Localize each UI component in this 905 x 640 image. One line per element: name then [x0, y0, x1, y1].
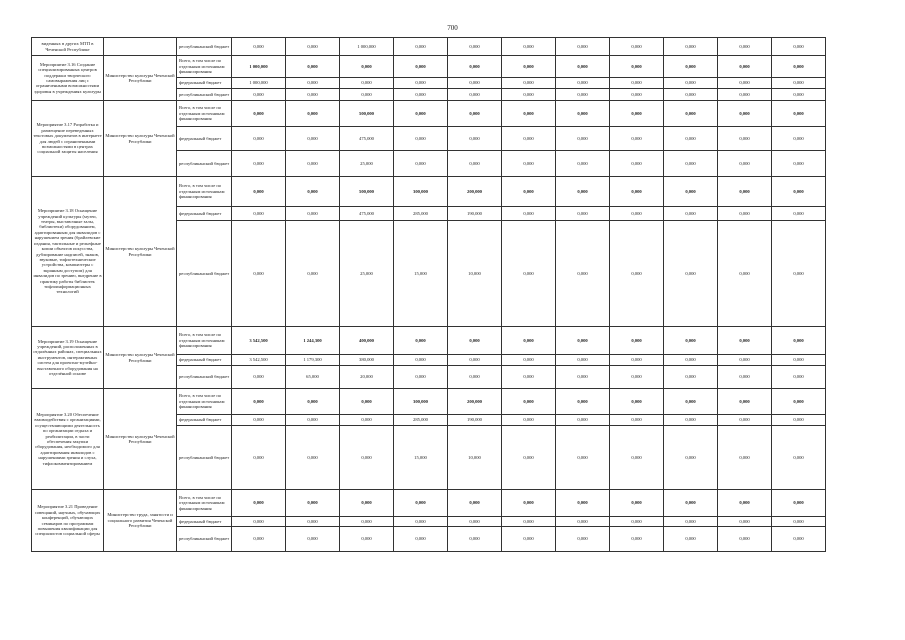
- page-number: 700: [447, 24, 458, 32]
- value-cell: 0,000: [340, 415, 394, 426]
- value-cell: 0,000: [394, 527, 448, 552]
- value-cell: 0,000: [448, 366, 502, 389]
- value-cell: 300,000: [394, 177, 448, 207]
- value-cell: 0,000: [718, 426, 772, 490]
- value-cell: 0,000: [502, 527, 556, 552]
- value-cell: 0,000: [772, 56, 826, 78]
- table-row: [32, 177, 826, 207]
- value-cell: 0,000: [502, 177, 556, 207]
- value-cell: 0,000: [232, 101, 286, 127]
- value-cell: 0,000: [394, 366, 448, 389]
- value-cell: 0,000: [718, 127, 772, 151]
- value-cell: 0,000: [718, 177, 772, 207]
- value-cell: 0,000: [718, 151, 772, 177]
- value-cell: 0,000: [286, 177, 340, 207]
- value-cell: 0,000: [286, 56, 340, 78]
- value-cell: 10,000: [448, 221, 502, 327]
- executor: Министерство культуры Чеченской Республики: [104, 327, 177, 389]
- value-cell: 0,000: [610, 415, 664, 426]
- value-cell: 0,000: [718, 89, 772, 101]
- value-cell: 0,000: [772, 207, 826, 221]
- value-cell: 0,000: [556, 38, 610, 56]
- value-cell: 0,000: [448, 517, 502, 527]
- value-cell: 190,000: [448, 207, 502, 221]
- value-cell: 0,000: [664, 89, 718, 101]
- funding-source: республиканский бюджет: [177, 221, 232, 327]
- value-cell: 0,000: [556, 221, 610, 327]
- activity-name: Мероприятие 3.16 Создание специализированных центров поддержки творческого самовыражения лиц с ограниченными возможностями здоровья в учреждениях культуры: [32, 56, 104, 101]
- value-cell: 0,000: [448, 151, 502, 177]
- value-cell: 0,000: [502, 415, 556, 426]
- value-cell: 0,000: [448, 101, 502, 127]
- executor: Министерство труда, занятости и социального развития Чеченской Республики: [104, 490, 177, 552]
- value-cell: 0,000: [718, 327, 772, 355]
- value-cell: 0,000: [772, 490, 826, 517]
- value-cell: 0,000: [232, 127, 286, 151]
- funding-source: республиканский бюджет: [177, 38, 232, 56]
- value-cell: 0,000: [556, 127, 610, 151]
- value-cell: 0,000: [772, 177, 826, 207]
- value-cell: 0,000: [286, 221, 340, 327]
- value-cell: 0,000: [286, 78, 340, 89]
- value-cell: 0,000: [664, 517, 718, 527]
- value-cell: 0,000: [232, 221, 286, 327]
- value-cell: 0,000: [232, 38, 286, 56]
- value-cell: 0,000: [664, 415, 718, 426]
- executor: Министерство культуры Чеченской Республики: [104, 56, 177, 101]
- funding-source: Всего, в том числе по отдельным источникам финансирования: [177, 101, 232, 127]
- value-cell: 0,000: [286, 38, 340, 56]
- value-cell: 0,000: [664, 78, 718, 89]
- value-cell: 0,000: [502, 355, 556, 366]
- table-row: [32, 490, 826, 517]
- value-cell: 0,000: [610, 426, 664, 490]
- value-cell: 0,000: [232, 151, 286, 177]
- value-cell: 0,000: [664, 151, 718, 177]
- value-cell: 0,000: [502, 517, 556, 527]
- value-cell: 0,000: [610, 78, 664, 89]
- value-cell: 0,000: [556, 490, 610, 517]
- table-row: [32, 327, 826, 355]
- value-cell: 0,000: [556, 101, 610, 127]
- table-body: [32, 38, 826, 552]
- value-cell: 0,000: [448, 89, 502, 101]
- value-cell: 0,000: [502, 151, 556, 177]
- value-cell: 0,000: [340, 389, 394, 415]
- value-cell: 0,000: [502, 327, 556, 355]
- value-cell: 0,000: [556, 527, 610, 552]
- value-cell: 0,000: [718, 221, 772, 327]
- value-cell: 0,000: [502, 101, 556, 127]
- value-cell: 0,000: [718, 517, 772, 527]
- value-cell: 0,000: [502, 38, 556, 56]
- value-cell: 0,000: [718, 527, 772, 552]
- activity-name: Мероприятие 3.19 Оснащение учреждений, расположенных в отдалённых районах, специальных инструментов, интерактивных систем для проектно-музейно-выставочного оборудования на отделённой основе: [32, 327, 104, 389]
- value-cell: 0,000: [340, 78, 394, 89]
- value-cell: 0,000: [772, 426, 826, 490]
- value-cell: 0,000: [610, 366, 664, 389]
- value-cell: 0,000: [772, 366, 826, 389]
- value-cell: 0,000: [448, 56, 502, 78]
- value-cell: 0,000: [556, 415, 610, 426]
- value-cell: 0,000: [772, 221, 826, 327]
- value-cell: 0,000: [232, 426, 286, 490]
- value-cell: 0,000: [394, 127, 448, 151]
- value-cell: 0,000: [394, 151, 448, 177]
- value-cell: 0,000: [556, 389, 610, 415]
- value-cell: 0,000: [394, 78, 448, 89]
- value-cell: 0,000: [448, 127, 502, 151]
- value-cell: 0,000: [556, 89, 610, 101]
- executor: Министерство культуры Чеченской Республики: [104, 177, 177, 327]
- value-cell: 0,000: [610, 355, 664, 366]
- value-cell: 20,000: [340, 366, 394, 389]
- funding-source: республиканский бюджет: [177, 366, 232, 389]
- value-cell: 0,000: [394, 490, 448, 517]
- value-cell: 0,000: [664, 426, 718, 490]
- value-cell: 25,000: [340, 151, 394, 177]
- value-cell: 0,000: [772, 527, 826, 552]
- value-cell: 0,000: [448, 490, 502, 517]
- value-cell: 0,000: [664, 366, 718, 389]
- value-cell: 25,000: [340, 221, 394, 327]
- value-cell: 0,000: [448, 327, 502, 355]
- table-row: [32, 101, 826, 127]
- value-cell: 0,000: [610, 527, 664, 552]
- value-cell: 0,000: [502, 56, 556, 78]
- value-cell: 0,000: [502, 207, 556, 221]
- funding-source: федеральный бюджет: [177, 78, 232, 89]
- value-cell: 0,000: [340, 426, 394, 490]
- value-cell: 0,000: [664, 527, 718, 552]
- funding-source: Всего, в том числе по отдельным источникам финансирования: [177, 490, 232, 517]
- value-cell: 0,000: [772, 151, 826, 177]
- funding-source: республиканский бюджет: [177, 426, 232, 490]
- value-cell: 0,000: [232, 389, 286, 415]
- value-cell: 0,000: [772, 101, 826, 127]
- value-cell: 0,000: [610, 389, 664, 415]
- budget-table: [31, 37, 826, 552]
- value-cell: 0,000: [286, 527, 340, 552]
- value-cell: 0,000: [718, 490, 772, 517]
- value-cell: 0,000: [718, 355, 772, 366]
- value-cell: 0,000: [664, 221, 718, 327]
- value-cell: 0,000: [394, 517, 448, 527]
- value-cell: 285,000: [394, 415, 448, 426]
- funding-source: федеральный бюджет: [177, 127, 232, 151]
- value-cell: 0,000: [232, 207, 286, 221]
- value-cell: 0,000: [556, 78, 610, 89]
- executor: Министерство культуры Чеченской Республики: [104, 101, 177, 177]
- value-cell: 0,000: [664, 207, 718, 221]
- value-cell: 400,000: [340, 327, 394, 355]
- value-cell: 0,000: [232, 415, 286, 426]
- funding-source: федеральный бюджет: [177, 415, 232, 426]
- value-cell: 0,000: [610, 327, 664, 355]
- value-cell: 0,000: [448, 527, 502, 552]
- funding-source: Всего, в том числе по отдельным источникам финансирования: [177, 56, 232, 78]
- value-cell: 3 542,500: [232, 327, 286, 355]
- value-cell: 200,000: [448, 389, 502, 415]
- value-cell: 0,000: [340, 517, 394, 527]
- value-cell: 0,000: [772, 89, 826, 101]
- value-cell: 3 542,500: [232, 355, 286, 366]
- value-cell: 300,000: [394, 389, 448, 415]
- value-cell: 0,000: [556, 177, 610, 207]
- value-cell: 0,000: [718, 415, 772, 426]
- activity-name: Мероприятие 3.18 Оснащение учреждений культуры (музеи, театры, выставочные залы, библиотеки) оборудованием, адаптированным для инвалидов с нарушением зрения (брайлевские издания, тактильные и рельефные копии объектов искусства, дублирование надписей, знаков, звуковые, тифлотехнические устройства, компьютеры с экранным доступом) для инвалидов по зрению, внедрение в практику работы библиотек тифлоинформационных технологий: [32, 177, 104, 327]
- value-cell: 0,000: [340, 89, 394, 101]
- value-cell: 0,000: [556, 517, 610, 527]
- value-cell: 15,000: [394, 426, 448, 490]
- value-cell: 0,000: [502, 127, 556, 151]
- table-row: [32, 38, 826, 56]
- value-cell: 380,000: [340, 355, 394, 366]
- value-cell: 0,000: [664, 490, 718, 517]
- executor: Министерство культуры Чеченской Республики: [104, 389, 177, 490]
- value-cell: 500,000: [340, 177, 394, 207]
- value-cell: 0,000: [394, 101, 448, 127]
- table-row: [32, 56, 826, 78]
- funding-source: республиканский бюджет: [177, 89, 232, 101]
- value-cell: 0,000: [610, 127, 664, 151]
- value-cell: 1 244,300: [286, 327, 340, 355]
- value-cell: 200,000: [448, 177, 502, 207]
- value-cell: 0,000: [610, 101, 664, 127]
- value-cell: 0,000: [664, 56, 718, 78]
- value-cell: 0,000: [286, 389, 340, 415]
- value-cell: 0,000: [286, 490, 340, 517]
- value-cell: 0,000: [286, 426, 340, 490]
- activity-name: виденных в других МТП в Чеченской Республике: [32, 38, 104, 56]
- funding-source: республиканский бюджет: [177, 527, 232, 552]
- value-cell: 0,000: [286, 127, 340, 151]
- value-cell: 0,000: [664, 38, 718, 56]
- value-cell: 0,000: [286, 89, 340, 101]
- value-cell: 0,000: [664, 355, 718, 366]
- value-cell: 0,000: [664, 101, 718, 127]
- value-cell: 0,000: [664, 327, 718, 355]
- value-cell: 0,000: [772, 389, 826, 415]
- executor: [104, 38, 177, 56]
- value-cell: 475,000: [340, 207, 394, 221]
- value-cell: 0,000: [286, 207, 340, 221]
- table-row: [32, 389, 826, 415]
- value-cell: 475,000: [340, 127, 394, 151]
- value-cell: 0,000: [610, 38, 664, 56]
- value-cell: 0,000: [556, 151, 610, 177]
- value-cell: 0,000: [664, 389, 718, 415]
- activity-name: Мероприятие 3.21 Проведение совещаний, научных, обучающих конференций, обучающих семинаров по программам повышения квалификации для специалистов социальной сферы: [32, 490, 104, 552]
- value-cell: 1 179,300: [286, 355, 340, 366]
- value-cell: 0,000: [286, 151, 340, 177]
- value-cell: 1 000,000: [340, 38, 394, 56]
- value-cell: 0,000: [286, 101, 340, 127]
- value-cell: 0,000: [772, 38, 826, 56]
- value-cell: 0,000: [610, 207, 664, 221]
- value-cell: 0,000: [448, 355, 502, 366]
- value-cell: 0,000: [610, 490, 664, 517]
- value-cell: 0,000: [502, 366, 556, 389]
- value-cell: 0,000: [502, 89, 556, 101]
- value-cell: 1 000,000: [232, 56, 286, 78]
- value-cell: 0,000: [610, 177, 664, 207]
- value-cell: 0,000: [502, 389, 556, 415]
- value-cell: 0,000: [232, 490, 286, 517]
- value-cell: 0,000: [340, 527, 394, 552]
- value-cell: 190,000: [448, 415, 502, 426]
- value-cell: 0,000: [772, 415, 826, 426]
- value-cell: 0,000: [610, 221, 664, 327]
- funding-source: федеральный бюджет: [177, 207, 232, 221]
- value-cell: 0,000: [286, 415, 340, 426]
- value-cell: 0,000: [394, 38, 448, 56]
- value-cell: 0,000: [772, 78, 826, 89]
- value-cell: 0,000: [718, 38, 772, 56]
- value-cell: 0,000: [448, 38, 502, 56]
- value-cell: 0,000: [232, 89, 286, 101]
- value-cell: 0,000: [556, 426, 610, 490]
- value-cell: 0,000: [664, 127, 718, 151]
- value-cell: 1 000,000: [232, 78, 286, 89]
- value-cell: 0,000: [556, 327, 610, 355]
- value-cell: 0,000: [556, 366, 610, 389]
- value-cell: 0,000: [772, 127, 826, 151]
- value-cell: 0,000: [772, 355, 826, 366]
- activity-name: Мероприятие 3.20 Обеспечение взаимодействия с организациями, осуществляющими деятельность по организации отдыха и реабилитации, в части обеспечения закупки оборудования, необходимого для адаптирования инвалидов с нарушениями зрения и слуха, тифлокомментированием: [32, 389, 104, 490]
- value-cell: 0,000: [718, 389, 772, 415]
- value-cell: 0,000: [394, 56, 448, 78]
- funding-source: федеральный бюджет: [177, 355, 232, 366]
- funding-source: Всего, в том числе по отдельным источникам финансирования: [177, 389, 232, 415]
- value-cell: 0,000: [232, 517, 286, 527]
- value-cell: 0,000: [718, 78, 772, 89]
- value-cell: 0,000: [502, 426, 556, 490]
- value-cell: 0,000: [610, 89, 664, 101]
- value-cell: 0,000: [610, 56, 664, 78]
- value-cell: 0,000: [556, 56, 610, 78]
- value-cell: 0,000: [772, 327, 826, 355]
- value-cell: 0,000: [556, 207, 610, 221]
- funding-source: Всего, в том числе по отдельным источникам финансирования: [177, 327, 232, 355]
- funding-source: федеральный бюджет: [177, 517, 232, 527]
- activity-name: Мероприятие 3.17 Разработка и размещение переведенных текстовых документов в интернете для людей с ограниченными возможностями в центрах социальной защиты населения: [32, 101, 104, 177]
- value-cell: 0,000: [718, 207, 772, 221]
- value-cell: 0,000: [718, 366, 772, 389]
- value-cell: 15,000: [394, 221, 448, 327]
- value-cell: 0,000: [556, 355, 610, 366]
- value-cell: 0,000: [718, 56, 772, 78]
- value-cell: 0,000: [286, 517, 340, 527]
- value-cell: 0,000: [502, 490, 556, 517]
- value-cell: 0,000: [448, 78, 502, 89]
- value-cell: 0,000: [610, 151, 664, 177]
- value-cell: 500,000: [340, 101, 394, 127]
- value-cell: 65,000: [286, 366, 340, 389]
- value-cell: 0,000: [232, 366, 286, 389]
- value-cell: 0,000: [394, 327, 448, 355]
- value-cell: 0,000: [718, 101, 772, 127]
- value-cell: 0,000: [232, 527, 286, 552]
- funding-source: Всего, в том числе по отдельным источникам финансирования: [177, 177, 232, 207]
- value-cell: 0,000: [772, 517, 826, 527]
- value-cell: 0,000: [394, 89, 448, 101]
- value-cell: 0,000: [502, 78, 556, 89]
- value-cell: 10,000: [448, 426, 502, 490]
- value-cell: 0,000: [610, 517, 664, 527]
- value-cell: 0,000: [340, 490, 394, 517]
- funding-source: республиканский бюджет: [177, 151, 232, 177]
- value-cell: 0,000: [502, 221, 556, 327]
- value-cell: 0,000: [394, 355, 448, 366]
- value-cell: 0,000: [340, 56, 394, 78]
- value-cell: 0,000: [664, 177, 718, 207]
- value-cell: 0,000: [232, 177, 286, 207]
- value-cell: 285,000: [394, 207, 448, 221]
